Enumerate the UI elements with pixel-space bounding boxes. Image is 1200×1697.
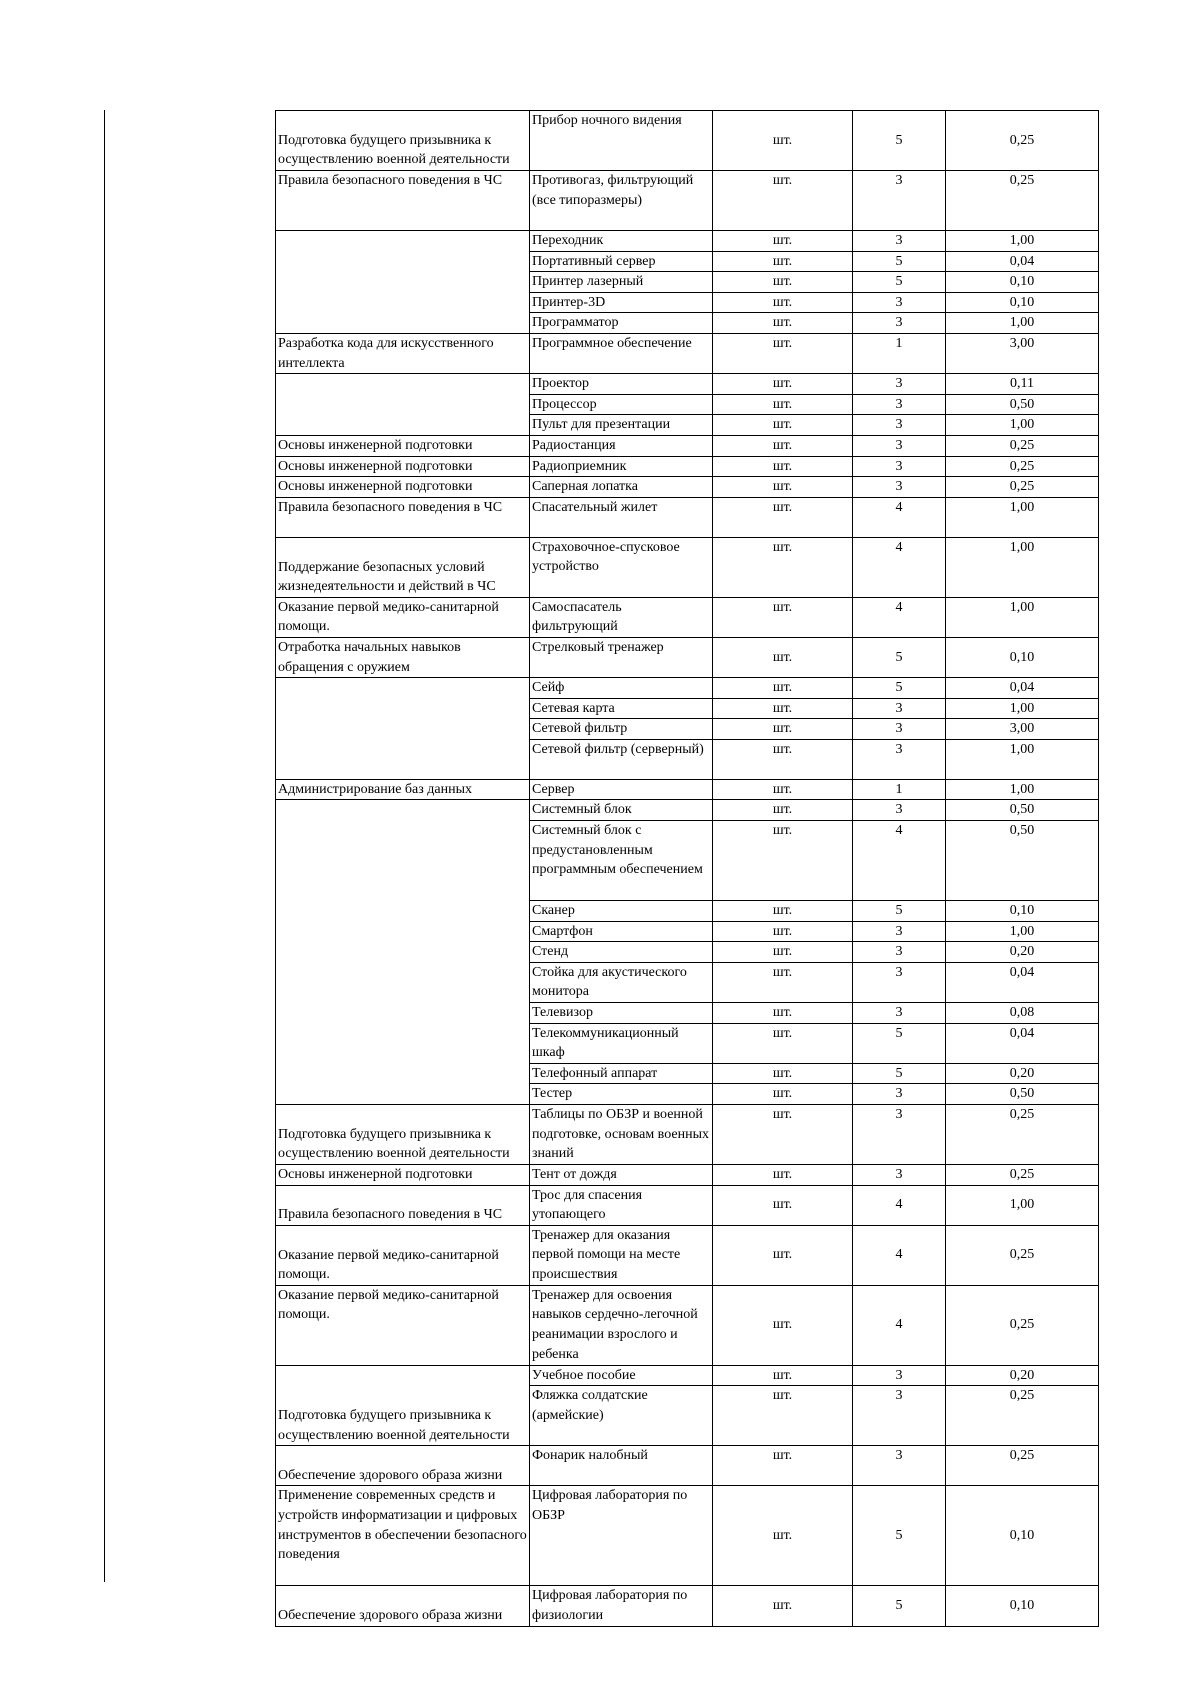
coefficient-cell: 0,25 [946,1446,1099,1486]
unit-cell: шт. [713,111,853,171]
quantity-cell: 3 [853,719,946,740]
unit-cell: шт. [713,1446,853,1486]
coefficient-cell: 1,00 [946,698,1099,719]
section-cell: Основы инженерной подготовки [276,477,530,498]
item-name-cell: Саперная лопатка [530,477,713,498]
quantity-cell: 3 [853,374,946,395]
item-name-cell: Принтер-3D [530,292,713,313]
quantity-cell: 3 [853,1165,946,1186]
unit-cell: шт. [713,1365,853,1386]
coefficient-cell: 0,08 [946,1003,1099,1024]
unit-cell: шт. [713,1023,853,1063]
section-cell: Правила безопасного поведения в ЧС [276,171,530,231]
quantity-cell: 4 [853,497,946,537]
item-name-cell: Сетевой фильтр [530,719,713,740]
section-cell [276,678,530,780]
coefficient-cell: 0,04 [946,962,1099,1002]
coefficient-cell: 0,04 [946,1023,1099,1063]
quantity-cell: 4 [853,1225,946,1285]
coefficient-cell: 0,20 [946,942,1099,963]
table-row [276,779,1099,800]
table-row [276,537,1099,597]
item-name-cell: Фонарик налобный [530,1446,713,1486]
section-cell: Основы инженерной подготовки [276,435,530,456]
unit-cell: шт. [713,800,853,821]
unit-cell: шт. [713,962,853,1002]
unit-cell: шт. [713,292,853,313]
item-name-cell: Цифровая лаборатория по физиологии [530,1586,713,1626]
section-cell: Применение современных средств и устройств информатизации и цифровых инструментов в обеспечении безопасного поведения [276,1486,530,1586]
coefficient-cell: 0,10 [946,637,1099,677]
quantity-cell: 3 [853,477,946,498]
coefficient-cell: 0,10 [946,1486,1099,1586]
unit-cell: шт. [713,435,853,456]
section-cell [276,800,530,1105]
unit-cell: шт. [713,1225,853,1285]
item-name-cell: Смартфон [530,921,713,942]
quantity-cell: 5 [853,251,946,272]
quantity-cell: 3 [853,292,946,313]
unit-cell: шт. [713,1084,853,1105]
unit-cell: шт. [713,171,853,231]
item-name-cell: Телевизор [530,1003,713,1024]
item-name-cell: Сетевая карта [530,698,713,719]
coefficient-cell: 0,50 [946,1084,1099,1105]
item-name-cell: Самоспасатель фильтрующий [530,597,713,637]
coefficient-cell: 0,25 [946,1386,1099,1446]
coefficient-cell: 1,00 [946,313,1099,334]
item-name-cell: Прибор ночного видения [530,111,713,171]
table-row [276,477,1099,498]
item-name-cell: Противогаз, фильтрующий (все типоразмеры) [530,171,713,231]
coefficient-cell: 1,00 [946,1185,1099,1225]
table-row [276,333,1099,373]
table-row [276,374,1099,395]
coefficient-cell: 1,00 [946,921,1099,942]
table-row [276,231,1099,252]
unit-cell: шт. [713,415,853,436]
item-name-cell: Страховочное-спусковое устройство [530,537,713,597]
quantity-cell: 5 [853,678,946,699]
item-name-cell: Таблицы по ОБЗР и военной подготовке, основам военных знаний [530,1105,713,1165]
section-cell: Обеспечение здорового образа жизни [276,1446,530,1486]
item-name-cell: Программное обеспечение [530,333,713,373]
unit-cell: шт. [713,1586,853,1626]
table-row [276,1586,1099,1626]
item-name-cell: Тренажер для освоения навыков сердечно-легочной реанимации взрослого и ребенка [530,1285,713,1365]
item-name-cell: Телефонный аппарат [530,1063,713,1084]
coefficient-cell: 0,25 [946,1285,1099,1365]
coefficient-cell: 0,20 [946,1063,1099,1084]
unit-cell: шт. [713,1063,853,1084]
unit-cell: шт. [713,597,853,637]
item-name-cell: Процессор [530,394,713,415]
item-name-cell: Системный блок [530,800,713,821]
table-row [276,171,1099,231]
section-cell: Основы инженерной подготовки [276,1165,530,1186]
item-name-cell: Радиостанция [530,435,713,456]
quantity-cell: 3 [853,800,946,821]
section-cell: Обеспечение здорового образа жизни [276,1586,530,1626]
coefficient-cell: 0,10 [946,1586,1099,1626]
section-cell [276,374,530,436]
section-cell: Подготовка будущего призывника к осуществлению военной деятельности [276,1105,530,1165]
item-name-cell: Учебное пособие [530,1365,713,1386]
item-name-cell: Радиоприемник [530,456,713,477]
coefficient-cell: 0,25 [946,171,1099,231]
unit-cell: шт. [713,537,853,597]
quantity-cell: 3 [853,1105,946,1165]
item-name-cell: Сканер [530,901,713,922]
item-name-cell: Системный блок с предустановленным программным обеспечением [530,821,713,901]
table-row [276,637,1099,677]
unit-cell: шт. [713,394,853,415]
item-name-cell: Стрелковый тренажер [530,637,713,677]
unit-cell: шт. [713,1003,853,1024]
unit-cell: шт. [713,698,853,719]
coefficient-cell: 0,04 [946,678,1099,699]
unit-cell: шт. [713,497,853,537]
unit-cell: шт. [713,821,853,901]
quantity-cell: 3 [853,171,946,231]
item-name-cell: Тент от дождя [530,1165,713,1186]
quantity-cell: 3 [853,1446,946,1486]
quantity-cell: 4 [853,1185,946,1225]
coefficient-cell: 0,10 [946,901,1099,922]
coefficient-cell: 0,50 [946,800,1099,821]
unit-cell: шт. [713,739,853,779]
unit-cell: шт. [713,719,853,740]
item-name-cell: Сервер [530,779,713,800]
coefficient-cell: 3,00 [946,719,1099,740]
table-row [276,456,1099,477]
quantity-cell: 3 [853,739,946,779]
unit-cell: шт. [713,477,853,498]
table-row [276,1365,1099,1386]
quantity-cell: 5 [853,1586,946,1626]
quantity-cell: 5 [853,1023,946,1063]
section-cell: Оказание первой медико-санитарной помощи. [276,597,530,637]
coefficient-cell: 1,00 [946,537,1099,597]
quantity-cell: 5 [853,637,946,677]
quantity-cell: 3 [853,231,946,252]
section-cell: Отработка начальных навыков обращения с оружием [276,637,530,677]
coefficient-cell: 1,00 [946,597,1099,637]
item-name-cell: Сетевой фильтр (серверный) [530,739,713,779]
item-name-cell: Стойка для акустического монитора [530,962,713,1002]
unit-cell: шт. [713,272,853,293]
quantity-cell: 5 [853,1063,946,1084]
table-row [276,678,1099,699]
coefficient-cell: 0,10 [946,292,1099,313]
table-row [276,1105,1099,1165]
section-cell: Подготовка будущего призывника к осуществлению военной деятельности [276,111,530,171]
coefficient-cell: 0,25 [946,1105,1099,1165]
unit-cell: шт. [713,374,853,395]
quantity-cell: 3 [853,415,946,436]
coefficient-cell: 0,25 [946,111,1099,171]
item-name-cell: Тренажер для оказания первой помощи на месте происшествия [530,1225,713,1285]
unit-cell: шт. [713,1165,853,1186]
unit-cell: шт. [713,313,853,334]
quantity-cell: 5 [853,901,946,922]
quantity-cell: 3 [853,962,946,1002]
item-name-cell: Тестер [530,1084,713,1105]
unit-cell: шт. [713,1185,853,1225]
quantity-cell: 3 [853,942,946,963]
section-cell: Оказание первой медико-санитарной помощи. [276,1225,530,1285]
section-cell: Правила безопасного поведения в ЧС [276,1185,530,1225]
quantity-cell: 5 [853,1486,946,1586]
item-name-cell: Программатор [530,313,713,334]
table-row [276,1446,1099,1486]
item-name-cell: Спасательный жилет [530,497,713,537]
coefficient-cell: 0,25 [946,1225,1099,1285]
unit-cell: шт. [713,678,853,699]
coefficient-cell: 0,50 [946,821,1099,901]
quantity-cell: 3 [853,1365,946,1386]
section-cell: Поддержание безопасных условий жизнедеятельности и действий в ЧС [276,537,530,597]
unit-cell: шт. [713,1386,853,1446]
section-cell: Оказание первой медико-санитарной помощи. [276,1285,530,1365]
quantity-cell: 3 [853,435,946,456]
table-row [276,800,1099,821]
item-name-cell: Сейф [530,678,713,699]
coefficient-cell: 1,00 [946,415,1099,436]
unit-cell: шт. [713,779,853,800]
unit-cell: шт. [713,1105,853,1165]
coefficient-cell: 0,10 [946,272,1099,293]
table-row [276,597,1099,637]
quantity-cell: 3 [853,394,946,415]
table-row [276,497,1099,537]
quantity-cell: 3 [853,313,946,334]
quantity-cell: 3 [853,456,946,477]
section-cell: Администрирование баз данных [276,779,530,800]
quantity-cell: 4 [853,1285,946,1365]
equipment-table [275,110,1099,1627]
section-cell: Подготовка будущего призывника к осуществлению военной деятельности [276,1365,530,1446]
item-name-cell: Проектор [530,374,713,395]
unit-cell: шт. [713,231,853,252]
item-name-cell: Портативный сервер [530,251,713,272]
item-name-cell: Переходник [530,231,713,252]
quantity-cell: 3 [853,1386,946,1446]
quantity-cell: 3 [853,921,946,942]
item-name-cell: Пульт для презентации [530,415,713,436]
unit-cell: шт. [713,901,853,922]
item-name-cell: Телекоммуникационный шкаф [530,1023,713,1063]
quantity-cell: 1 [853,779,946,800]
unit-cell: шт. [713,1486,853,1586]
coefficient-cell: 1,00 [946,779,1099,800]
coefficient-cell: 1,00 [946,497,1099,537]
quantity-cell: 3 [853,1003,946,1024]
table-row [276,111,1099,171]
unit-cell: шт. [713,942,853,963]
quantity-cell: 4 [853,821,946,901]
table-row [276,1486,1099,1586]
quantity-cell: 1 [853,333,946,373]
section-cell: Основы инженерной подготовки [276,456,530,477]
quantity-cell: 3 [853,698,946,719]
unit-cell: шт. [713,921,853,942]
coefficient-cell: 0,50 [946,394,1099,415]
quantity-cell: 4 [853,537,946,597]
page-margin-line [104,110,105,1582]
section-cell: Разработка кода для искусственного интеллекта [276,333,530,373]
coefficient-cell: 0,25 [946,456,1099,477]
unit-cell: шт. [713,333,853,373]
section-cell: Правила безопасного поведения в ЧС [276,497,530,537]
table-row [276,1225,1099,1285]
coefficient-cell: 0,25 [946,1165,1099,1186]
item-name-cell: Трос для спасения утопающего [530,1185,713,1225]
coefficient-cell: 1,00 [946,739,1099,779]
coefficient-cell: 0,04 [946,251,1099,272]
unit-cell: шт. [713,456,853,477]
coefficient-cell: 1,00 [946,231,1099,252]
quantity-cell: 3 [853,1084,946,1105]
unit-cell: шт. [713,637,853,677]
coefficient-cell: 0,11 [946,374,1099,395]
unit-cell: шт. [713,251,853,272]
table-row [276,1185,1099,1225]
item-name-cell: Фляжка солдатские (армейские) [530,1386,713,1446]
section-cell [276,231,530,334]
quantity-cell: 4 [853,597,946,637]
quantity-cell: 5 [853,272,946,293]
coefficient-cell: 0,20 [946,1365,1099,1386]
table-row [276,1165,1099,1186]
item-name-cell: Принтер лазерный [530,272,713,293]
item-name-cell: Цифровая лаборатория по ОБЗР [530,1486,713,1586]
coefficient-cell: 3,00 [946,333,1099,373]
coefficient-cell: 0,25 [946,477,1099,498]
coefficient-cell: 0,25 [946,435,1099,456]
table-row [276,1285,1099,1365]
unit-cell: шт. [713,1285,853,1365]
item-name-cell: Стенд [530,942,713,963]
quantity-cell: 5 [853,111,946,171]
table-row [276,435,1099,456]
